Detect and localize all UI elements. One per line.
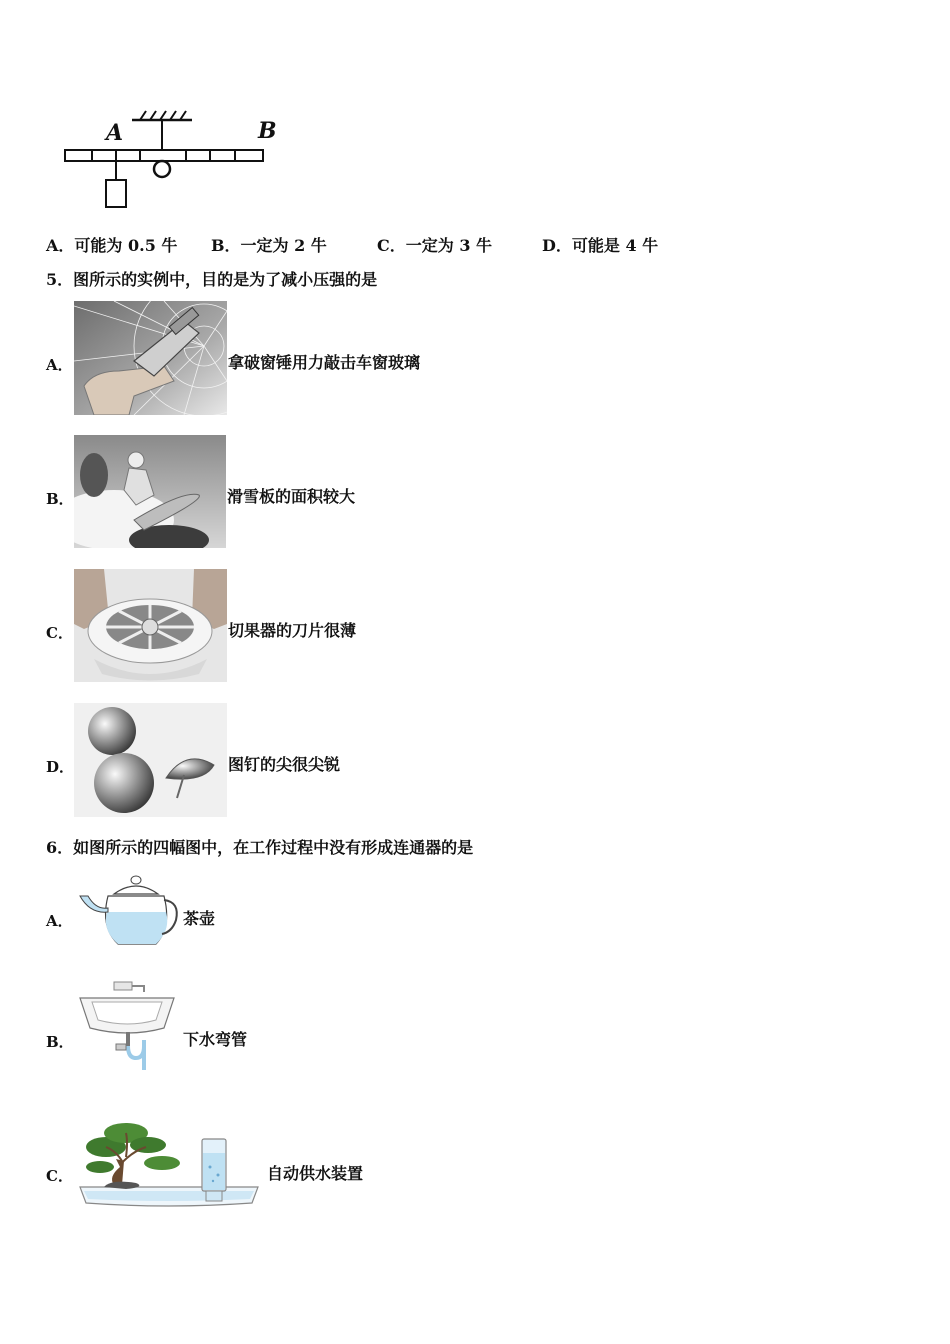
q4-option-c-text: 一定为 3 牛 (405, 236, 493, 255)
q5-option-c-letter: C． (46, 624, 73, 642)
lever-label-a: A (106, 120, 124, 146)
q4-option-b-text: 一定为 2 牛 (240, 236, 327, 255)
q4-option-a[interactable] (46, 236, 177, 256)
q6-option-a-text: 茶壶 (183, 909, 216, 928)
lever-label-b: B (258, 118, 277, 144)
q6-option-c-letter: C． (46, 1167, 73, 1185)
q5-option-b-letter: B． (46, 490, 74, 508)
q4-option-b-letter: B． (211, 236, 241, 255)
q4-option-c-letter: C． (377, 236, 406, 255)
q4-option-d-letter: D． (542, 236, 572, 255)
q4-option-a-letter: A． (46, 236, 75, 255)
q4-option-d-text: 可能是 4 牛 (571, 236, 659, 255)
q5-option-d-text: 图钉的尖很尖锐 (228, 755, 341, 774)
fruit-cutter-photo (74, 569, 227, 682)
q4-option-d[interactable] (542, 236, 658, 256)
lever-diagram (60, 108, 285, 213)
q4-option-a-text: 可能为 0.5 牛 (74, 236, 178, 255)
q5-option-d-letter: D． (46, 758, 75, 776)
thumbtack-photo (74, 703, 227, 817)
snowboard-photo (74, 435, 226, 548)
q5-stem: 5．图所示的实例中，目的是为了减小压强的是 (46, 270, 378, 289)
glass-hammer-photo (74, 301, 227, 415)
q5-option-c-text: 切果器的刀片很薄 (228, 621, 357, 640)
q5-option-a-letter: A． (46, 356, 73, 374)
auto-water-supply-drawing (76, 1117, 262, 1209)
q6-option-b-text: 下水弯管 (183, 1030, 248, 1049)
q5-option-b-text: 滑雪板的面积较大 (227, 487, 356, 506)
teapot-drawing (78, 872, 180, 952)
q4-option-b[interactable] (211, 236, 327, 256)
q6-option-b-letter: B． (46, 1033, 74, 1051)
q6-option-c-text: 自动供水装置 (267, 1164, 364, 1183)
q6-stem: 6．如图所示的四幅图中，在工作过程中没有形成连通器的是 (46, 838, 474, 857)
q4-option-c[interactable] (377, 236, 492, 256)
sink-drain-drawing (78, 980, 178, 1072)
q6-option-a-letter: A． (46, 912, 73, 930)
q5-option-a-text: 拿破窗锤用力敲击车窗玻璃 (228, 353, 421, 372)
